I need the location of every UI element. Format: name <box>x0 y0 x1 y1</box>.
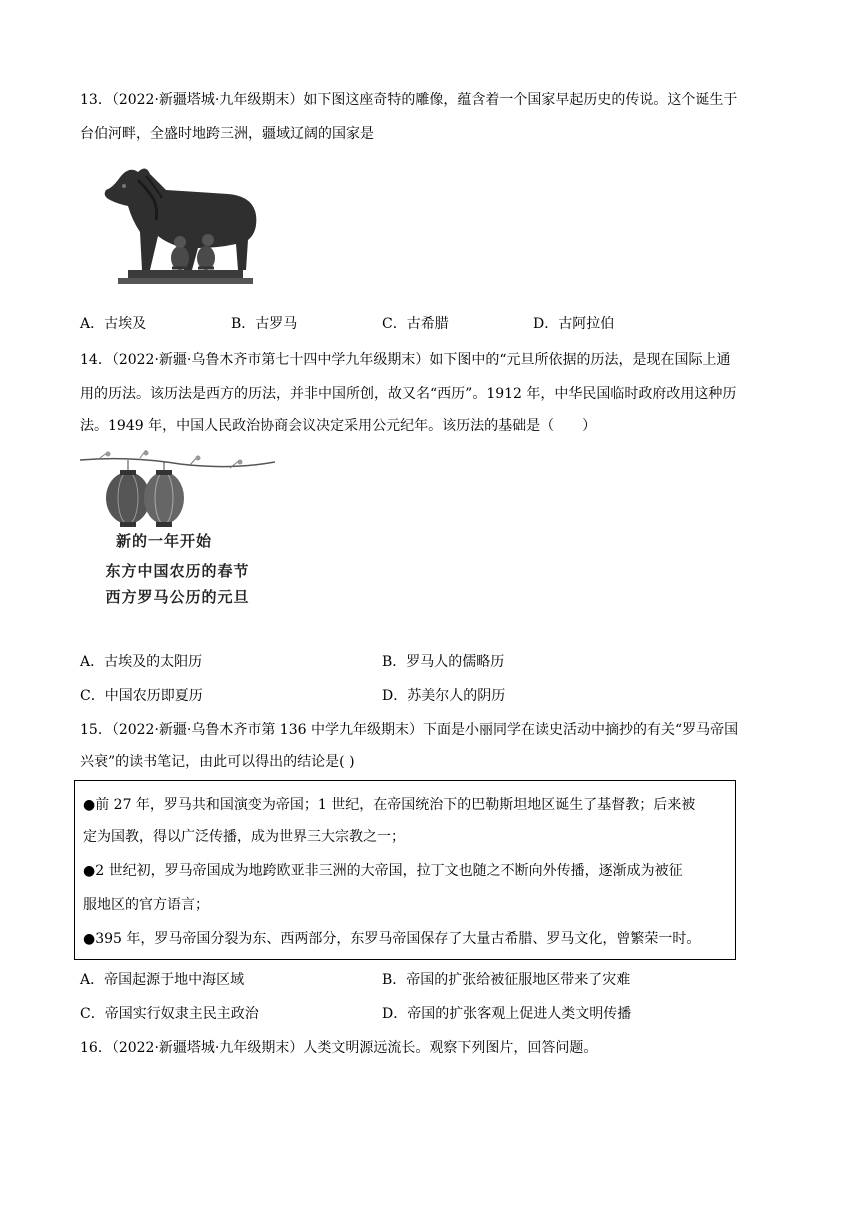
q14-stem-line-1: 14．（2022·新疆·乌鲁木齐市第七十四中学九年级期末）如下图中的“元旦所依据的历法，是现在国际上通 <box>80 352 731 368</box>
q13-option-b[interactable]: B．古罗马 <box>231 316 298 332</box>
q13-stem-line-1: 13．（2022·新疆塔城·九年级期末）如下图这座奇特的雕像，蕴含着一个国家早起历史的传说。这个诞生于 <box>80 92 738 108</box>
q14-stem-line-3: 法。1949 年，中国人民政治协商会议决定采用公元纪年。该历法的基础是（ ） <box>80 418 597 434</box>
note-line-4: 服地区的官方语言； <box>83 897 209 913</box>
calendar-caption-line-3: 西方罗马公历的元旦 <box>105 588 250 606</box>
calendar-caption-line-1: 新的一年开始 <box>116 532 213 550</box>
reading-notes-box <box>74 780 736 960</box>
q15-option-b[interactable]: B．帝国的扩张给被征服地区带来了灾难 <box>382 972 631 988</box>
new-year-calendar-image <box>80 450 275 612</box>
q15-option-c[interactable]: C．帝国实行奴隶主民主政治 <box>80 1006 259 1022</box>
q15-option-a[interactable]: A．帝国起源于地中海区域 <box>80 972 245 988</box>
lantern-illustration <box>80 450 275 530</box>
q14-option-b[interactable]: B．罗马人的儒略历 <box>382 654 505 670</box>
q15-stem-line-1: 15．（2022·新疆·乌鲁木齐市第 136 中学九年级期末）下面是小丽同学在读史活动中摘抄的有关“罗马帝国 <box>80 722 739 738</box>
q14-option-c[interactable]: C．中国农历即夏历 <box>80 688 203 704</box>
note-line-1: ●前 27 年，罗马共和国演变为帝国；1 世纪，在帝国统治下的巴勒斯坦地区诞生了基督教；后来被 <box>83 797 696 813</box>
q13-option-c[interactable]: C．古希腊 <box>382 316 449 332</box>
note-line-2: 定为国教，得以广泛传播，成为世界三大宗教之一； <box>83 829 405 845</box>
q13-stem-line-2: 台伯河畔，全盛时地跨三洲，疆域辽阔的国家是 <box>80 126 374 142</box>
q13-option-d[interactable]: D．古阿拉伯 <box>533 316 615 332</box>
she-wolf-statue-image <box>88 160 268 286</box>
calendar-caption-line-2: 东方中国农历的春节 <box>105 562 250 580</box>
q16-stem-line-1: 16．（2022·新疆塔城·九年级期末）人类文明源远流长。观察下列图片，回答问题。 <box>80 1040 598 1056</box>
note-line-5: ●395 年，罗马帝国分裂为东、西两部分，东罗马帝国保存了大量古希腊、罗马文化，曾繁荣一时。 <box>83 931 701 947</box>
note-line-3: ●2 世纪初，罗马帝国成为地跨欧亚非三洲的大帝国，拉丁文也随之不断向外传播，逐渐成为被征 <box>83 863 683 879</box>
q14-stem-line-2: 用的历法。该历法是西方的历法，并非中国所创，故又名“西历”。1912 年，中华民国临时政府改用这种历 <box>80 386 737 402</box>
q15-option-d[interactable]: D．帝国的扩张客观上促进人类文明传播 <box>382 1006 632 1022</box>
q14-option-a[interactable]: A．古埃及的太阳历 <box>80 654 203 670</box>
q15-stem-line-2: 兴衰”的读书笔记，由此可以得出的结论是( ) <box>80 754 355 770</box>
q14-option-d[interactable]: D．苏美尔人的阴历 <box>382 688 506 704</box>
q13-option-a[interactable]: A．古埃及 <box>80 316 147 332</box>
